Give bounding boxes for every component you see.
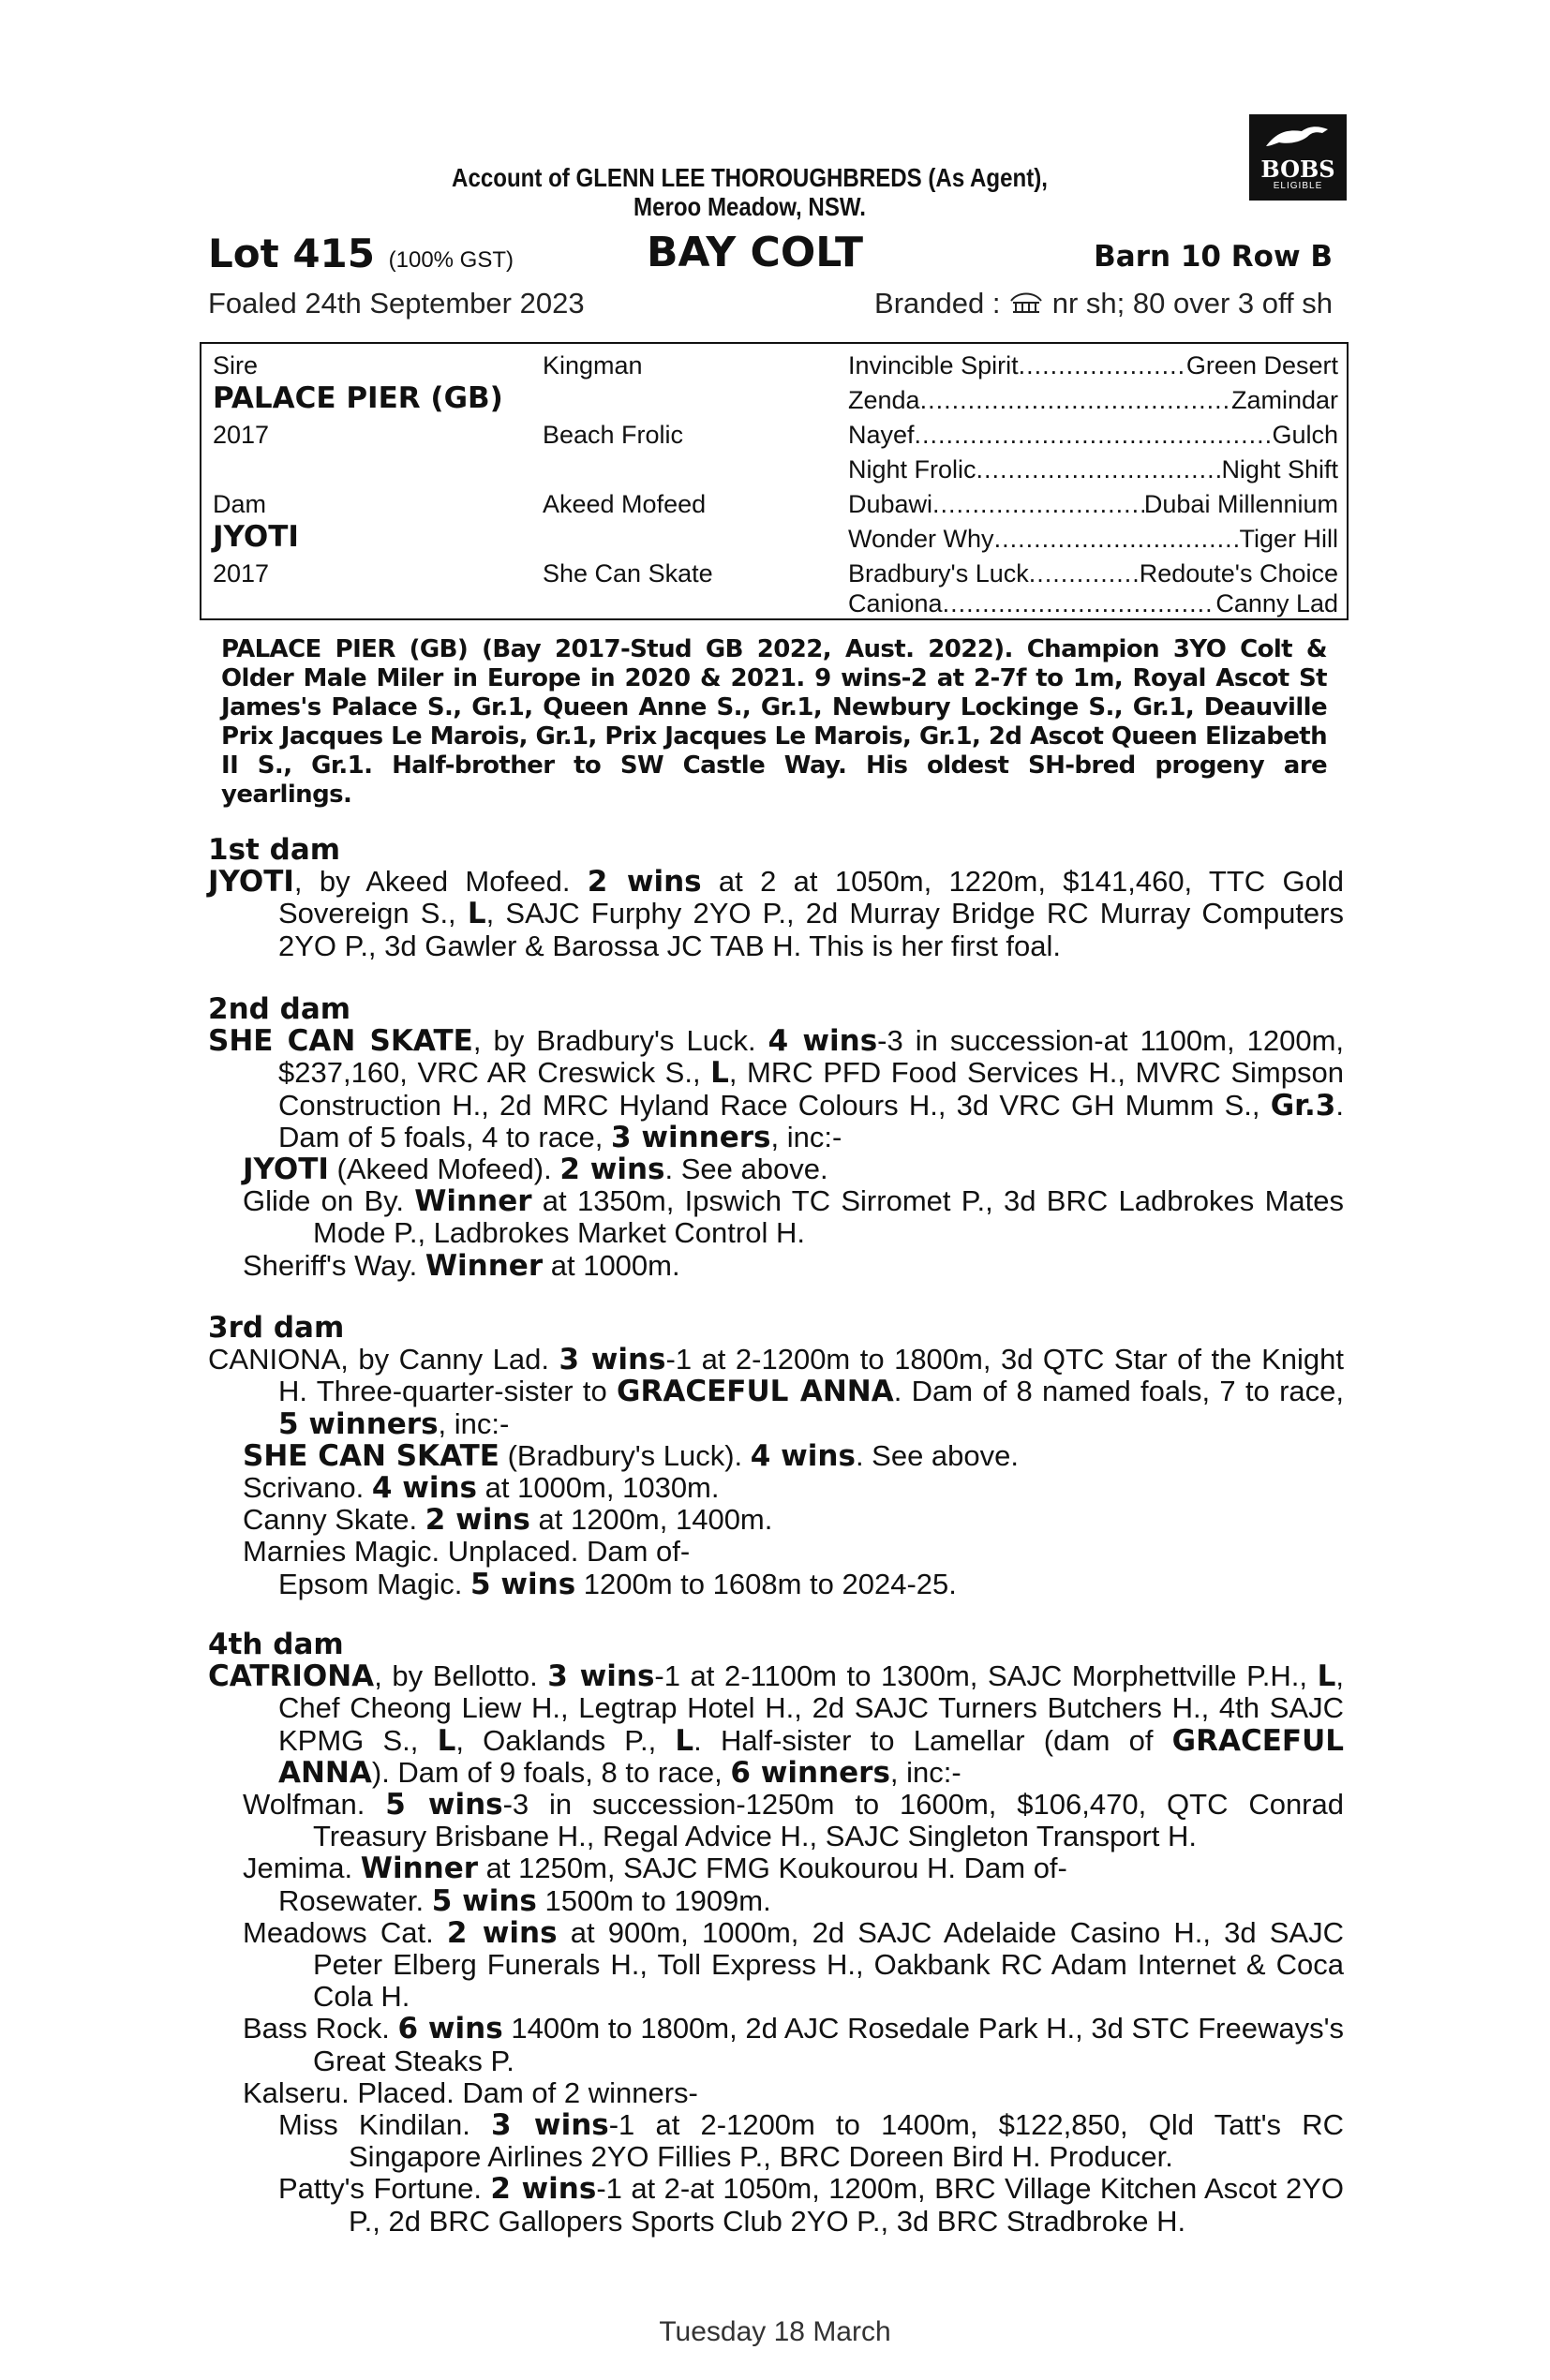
lot-number (208, 231, 514, 276)
ancestor: Caniona (848, 589, 943, 617)
ancestor: Bradbury's Luck (848, 559, 1029, 588)
wins: Winner (425, 1248, 544, 1283)
text: Patty's Fortune. (278, 2172, 491, 2206)
text: . Dam of 5 foals, 4 to race, (278, 1088, 1344, 1153)
text: Meadows Cat. (243, 1915, 447, 1949)
wins: 3 wins (491, 2108, 609, 2143)
ancestor-sire: Green Desert (1185, 351, 1338, 379)
dam-entry (208, 1344, 1344, 1440)
dam-label: Dam (213, 490, 267, 518)
second-dam-section (208, 993, 1344, 1282)
ancestor-sire: Redoute's Choice (1139, 559, 1338, 588)
progeny-entry (208, 1917, 1344, 2014)
group-mark: Gr.3 (1270, 1088, 1336, 1123)
progeny-entry (208, 1504, 1344, 1536)
text: Canny Skate. (243, 1503, 425, 1537)
section-heading: 2nd dam (208, 992, 351, 1026)
brand-mark-icon (1008, 290, 1044, 316)
listed-mark: L (710, 1056, 729, 1091)
text: at 1200m, 1400m. (529, 1503, 773, 1537)
ancestor-row (848, 589, 1338, 618)
text: -1 at 2-1100m to 1300m, SAJC Morphettville P.H., (654, 1659, 1318, 1693)
section-heading: 1st dam (208, 833, 341, 867)
text: Bass Rock. (243, 2012, 398, 2045)
text: at 1000m. (543, 1248, 680, 1282)
text: 1400m to 1800m, 2d AJC Rosedale Park H., 3d STC Freeways's Great Steaks P. (313, 2012, 1344, 2077)
ancestor: Zenda (848, 386, 920, 414)
progeny-entry (208, 1250, 1344, 1282)
progeny-entry (208, 1472, 1344, 1504)
text: Sheriff's Way. (243, 1248, 425, 1282)
wins: 2 wins (559, 1153, 665, 1187)
ancestor-sire: Zamindar (1230, 386, 1338, 414)
ancestor-sire: Tiger Hill (1239, 525, 1338, 553)
wins: 4 wins (768, 1024, 878, 1059)
ancestor-row (848, 490, 1338, 519)
ancestor-sire: Dubai Millennium (1143, 490, 1338, 518)
text: , Oaklands P., (455, 1723, 676, 1757)
dam-entry (208, 866, 1344, 962)
grand-progeny-entry (208, 1885, 1344, 1917)
text: -1 at 2-1200m to 1800m, 3d QTC Star of the Knight H. Three-quarter-sister to (278, 1343, 1344, 1408)
text: , SAJC Furphy 2YO P., 2d Murray Bridge RC Murray Computers 2YO P., 3d Gawler & Barossa JC TAB H. This is her first foal. (278, 897, 1344, 962)
section-heading: 4th dam (208, 1628, 344, 1661)
text: (Bradbury's Luck). (499, 1438, 751, 1472)
text: Scrivano. (243, 1471, 372, 1505)
branded-info (874, 287, 1333, 320)
horse-name: JYOTI (208, 865, 294, 900)
horse-icon (1260, 122, 1335, 154)
sire-sire: Kingman (543, 351, 643, 379)
progeny-entry: Marnies Magic. Unplaced. Dam of- (243, 1535, 691, 1569)
ancestor: Wonder Why (848, 525, 994, 553)
lot-type: BAY COLT (647, 229, 864, 276)
text: at 2 at 1050m, 1220m, $141,460, TTC Gold Sovereign S., (278, 865, 1344, 930)
progeny-entry (208, 1852, 1344, 1884)
dam-dam: She Can Skate (543, 559, 713, 588)
progeny-entry (208, 2013, 1344, 2076)
text: . Dam of 8 named foals, 7 to race, (893, 1375, 1344, 1408)
text: CANIONA, by Canny Lad. (208, 1343, 559, 1376)
text: at 900m, 1000m, 2d SAJC Adelaide Casino H., 3d SAJC Peter Elberg Funerals H., Toll Express H., Oakbank RC Adam Internet & Coca Cola H. (313, 1915, 1344, 2014)
wins: 3 wins (547, 1659, 655, 1694)
text: , by Bradbury's Luck. (472, 1024, 768, 1058)
horse-name: SHE CAN SKATE (208, 1024, 473, 1059)
text: Jemima. (243, 1852, 361, 1885)
text: -3 in succession-at 1100m, 1200m, $237,160, VRC AR Creswick S., (278, 1024, 1345, 1090)
text: Epsom Magic. (278, 1567, 471, 1600)
ancestor-sire: Canny Lad (1215, 589, 1338, 617)
pedigree-table (200, 342, 1349, 620)
first-dam-section (208, 834, 1344, 962)
grand-progeny-entry (208, 1569, 1344, 1600)
sire-name: PALACE PIER (GB) (213, 381, 503, 415)
text: , by Bellotto. (374, 1659, 548, 1693)
listed-mark: L (467, 897, 486, 931)
text: , inc:- (438, 1406, 510, 1440)
wins: 2 wins (425, 1503, 530, 1538)
bobs-logo (1249, 114, 1347, 201)
wins: 2 wins (587, 865, 702, 900)
ancestor: Dubawi (848, 490, 933, 518)
wins: 4 wins (750, 1438, 856, 1473)
progeny-entry (208, 1153, 1344, 1185)
ancestor-row (848, 525, 1338, 554)
sire-summary: PALACE PIER (GB) (Bay 2017-Stud GB 2022, Aust. 2022). Champion 3YO Colt & Older Male Miler in Europe in 2020 & 2021. 9 wins-2 at 2-7f to 1m, Royal Ascot St James's Palace S., Gr.1, Queen Anne S., Gr.1, Newbury Lockinge S., Gr.1, Deauville Prix Jacques Le Marois, Gr.1, Prix Jacques Le Marois, Gr.1, 2d Ascot Queen Elizabeth II S., Gr.1. Half-brother to SW Castle Way. His oldest SH-bred progeny are yearlings. (221, 635, 1327, 809)
gst-label: (100% GST) (388, 247, 514, 273)
fourth-dam-section (208, 1629, 1344, 2238)
horse-name: GRACEFUL ANNA (617, 1375, 894, 1409)
wins: 5 wins (431, 1883, 537, 1918)
ancestor: Night Frolic (848, 455, 976, 483)
branded-prefix: Branded : (874, 287, 1001, 320)
vendor-line-2: Meroo Meadow, NSW. (633, 192, 866, 221)
text: 1500m to 1909m. (536, 1883, 771, 1917)
progeny-entry (208, 1440, 1344, 1472)
branded-suffix: nr sh; 80 over 3 off sh (1051, 287, 1333, 320)
dam-year: 2017 (213, 559, 270, 588)
text: -1 at 2-at 1050m, 1200m, BRC Village Kitchen Ascot 2YO P., 2d BRC Gallopers Sports Club 2YO P., 3d BRC Stradbroke H. (349, 2172, 1344, 2238)
horse-name: SHE CAN SKATE (243, 1438, 499, 1473)
dam-entry (208, 1660, 1344, 1789)
text: (Akeed Mofeed). (328, 1153, 560, 1186)
text: , inc:- (770, 1120, 842, 1153)
section-heading: 3rd dam (208, 1311, 345, 1345)
progeny-entry (208, 1789, 1344, 1852)
sire-dam: Beach Frolic (543, 421, 684, 449)
barn-location: Barn 10 Row B (1094, 240, 1333, 274)
text: . See above. (664, 1153, 828, 1186)
winners: 5 winners (278, 1406, 439, 1441)
wins: 3 wins (559, 1343, 666, 1377)
text: . Half-sister to Lamellar (dam of (693, 1723, 1172, 1757)
horse-name: CATRIONA (208, 1659, 375, 1694)
text: , inc:- (889, 1755, 961, 1789)
text: ). Dam of 9 foals, 8 to race, (371, 1755, 731, 1789)
wins: 4 wins (371, 1471, 477, 1506)
text: , by Akeed Mofeed. (293, 865, 588, 899)
text: at 1350m, Ipswich TC Sirromet P., 3d BRC Ladbrokes Mates Mode P., Ladbrokes Market Control H. (313, 1184, 1344, 1250)
horse-name: JYOTI (243, 1153, 329, 1187)
sale-day-footer: Tuesday 18 March (659, 2316, 891, 2347)
wins: 6 wins (397, 2012, 503, 2046)
dam-name: JYOTI (213, 520, 299, 554)
listed-mark: L (437, 1723, 456, 1758)
text: -1 at 2-1200m to 1400m, $122,850, Qld Tatt's RC Singapore Airlines 2YO Fillies P., BRC Doreen Bird H. Producer. (349, 2108, 1344, 2174)
winners: 3 winners (610, 1120, 771, 1154)
dam-entry (208, 1025, 1344, 1153)
grand-progeny-entry (208, 2109, 1344, 2173)
text: Wolfman. (243, 1788, 386, 1822)
text: , MRC PFD Food Services H., MVRC Simpson Construction H., 2d MRC Hyland Race Colours H., 3d VRC GH Mumm S., (278, 1056, 1344, 1122)
ancestor-sire: Gulch (1272, 421, 1338, 449)
ancestor-row (848, 421, 1338, 450)
lot-label: Lot 415 (208, 231, 375, 276)
wins: Winner (414, 1184, 532, 1219)
progeny-entry: Kalseru. Placed. Dam of 2 winners- (243, 2075, 698, 2109)
ancestor-sire: Night Shift (1221, 455, 1338, 483)
listed-mark: L (1317, 1659, 1336, 1694)
listed-mark: L (675, 1723, 694, 1758)
wins: 5 wins (470, 1567, 576, 1601)
text: Miss Kindilan. (278, 2108, 491, 2142)
foaled-date: Foaled 24th September 2023 (208, 287, 585, 320)
sire-year: 2017 (213, 421, 270, 449)
text: . See above. (855, 1438, 1020, 1472)
logo-subtext: ELIGIBLE (1273, 181, 1323, 191)
sire-label: Sire (213, 351, 259, 379)
ancestor-row (848, 559, 1338, 588)
winners: 6 winners (730, 1755, 890, 1790)
wins: 2 wins (490, 2172, 597, 2207)
wins: 2 wins (446, 1915, 558, 1950)
wins: Winner (360, 1852, 479, 1886)
grand-progeny-entry (208, 2173, 1344, 2237)
ancestor-row (848, 455, 1338, 484)
third-dam-section (208, 1312, 1344, 1600)
ancestor: Nayef (848, 421, 915, 449)
wins: 5 wins (385, 1788, 503, 1822)
dam-sire: Akeed Mofeed (543, 490, 707, 518)
text: Glide on By. (243, 1184, 415, 1218)
text: at 1250m, SAJC FMG Koukourou H. Dam of- (478, 1852, 1067, 1885)
text: -3 in succession-1250m to 1600m, $106,470, QTC Conrad Treasury Brisbane H., Regal Advice H., SAJC Singleton Transport H. (313, 1788, 1344, 1853)
ancestor: Invincible Spirit (848, 351, 1019, 379)
text: at 1000m, 1030m. (477, 1471, 720, 1505)
logo-text: BOBS (1260, 156, 1335, 183)
ancestor-row (848, 386, 1338, 415)
text: 1200m to 1608m to 2024-25. (575, 1567, 957, 1600)
progeny-entry (208, 1185, 1344, 1249)
text: Rosewater. (278, 1883, 432, 1917)
text: , Chef Cheong Liew H., Legtrap Hotel H., 2d SAJC Turners Butchers H., 4th SAJC KPMG S., (278, 1659, 1344, 1757)
horse-name: GRACEFUL ANNA (278, 1723, 1344, 1790)
vendor-line-1: Account of GLENN LEE THOROUGHBREDS (As Agent), (452, 163, 1048, 192)
ancestor-row (848, 351, 1338, 380)
